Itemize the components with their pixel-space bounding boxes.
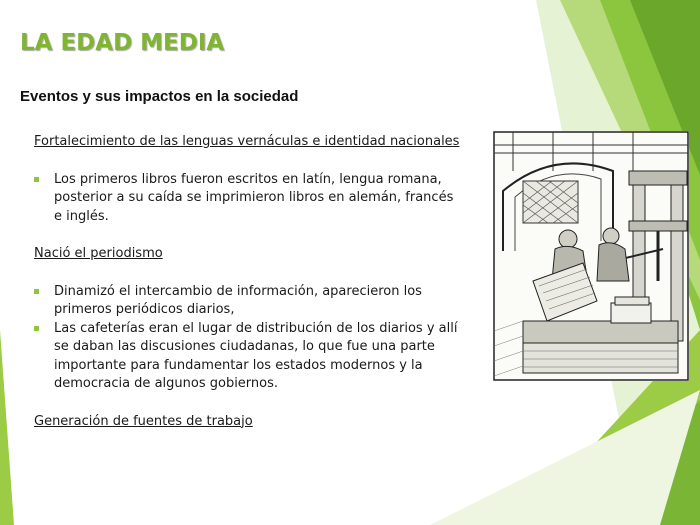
section-heading-trabajo: Generación de fuentes de trabajo — [34, 413, 253, 429]
bullet-square-icon — [34, 289, 39, 294]
list-item — [34, 171, 464, 227]
bullet-square-icon — [34, 326, 39, 331]
list-item — [34, 283, 464, 320]
bullet-text: Los primeros libros fueron escritos en latín, lengua romana, posterior a su caída se imprimieron libros en alemán, francés e inglés. — [54, 171, 454, 224]
bullet-text: Dinamizó el intercambio de información, aparecieron los primeros periódicos diarios, — [54, 283, 422, 317]
bullet-square-icon — [34, 177, 39, 182]
bullet-list-lenguas — [34, 171, 464, 227]
section-heading-lenguas: Fortalecimiento de las lenguas vernáculas e identidad nacionales — [34, 134, 460, 149]
printing-press-woodcut-image — [493, 131, 689, 381]
bullet-list-periodismo — [34, 283, 464, 394]
section-heading-periodismo: Nació el periodismo — [34, 246, 163, 261]
slide-body — [34, 133, 464, 431]
bullet-text: Las cafeterías eran el lugar de distribución de los diarios y allí se daban las discusiones ciudadanas, lo que fue una parte importante para fundamentar los estados modernos y la democracia de algunos gobiernos. — [54, 320, 458, 391]
slide-title: LA EDAD MEDIA — [20, 30, 225, 56]
slide-subtitle: Eventos y sus impactos en la sociedad — [20, 88, 299, 105]
list-item — [34, 320, 464, 394]
